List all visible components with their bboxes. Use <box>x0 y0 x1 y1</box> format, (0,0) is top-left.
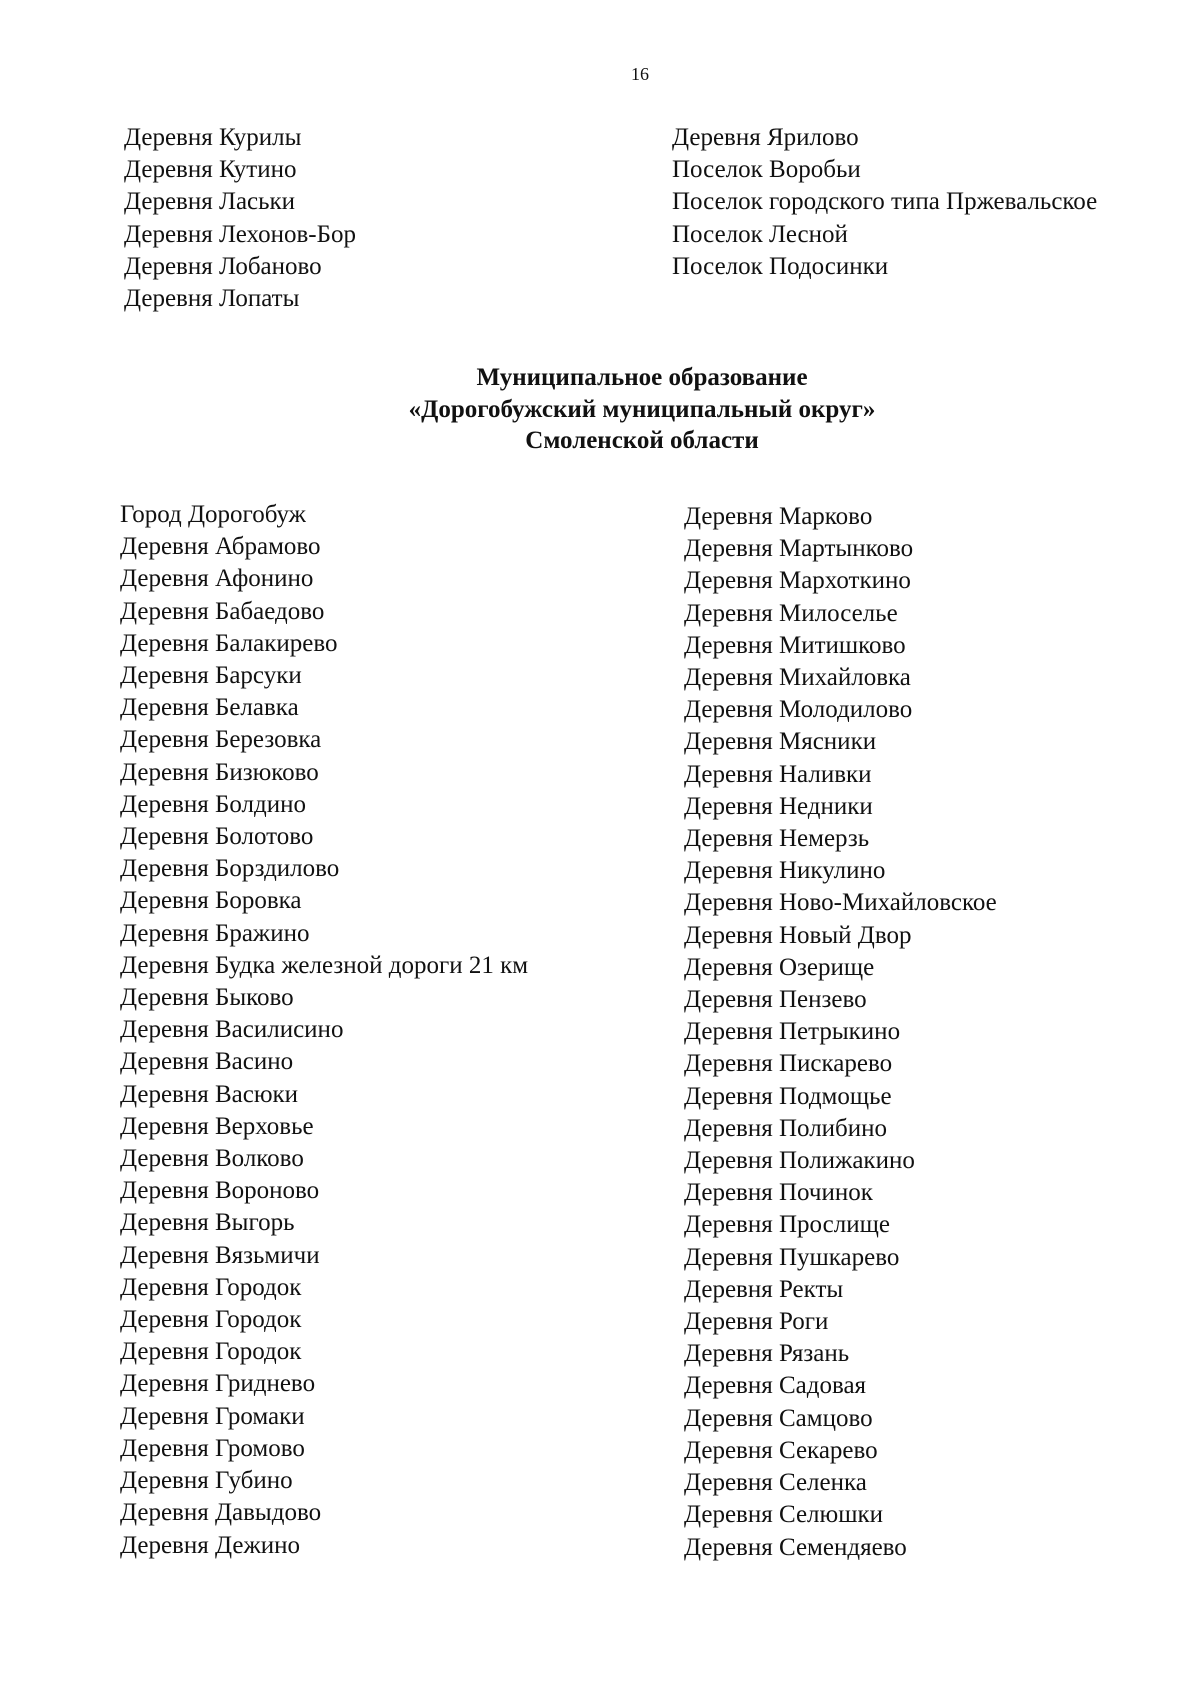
settlement-list-item: Деревня Березовка <box>120 726 322 754</box>
settlement-list-item: Деревня Давыдово <box>120 1499 322 1527</box>
settlement-list-item: Деревня Барсуки <box>120 662 302 690</box>
settlement-list-item: Деревня Полибино <box>684 1114 888 1142</box>
section-heading <box>332 362 952 457</box>
settlement-list-item: Деревня Милоселье <box>684 599 898 627</box>
settlement-list-item: Деревня Ректы <box>684 1275 844 1303</box>
settlement-list-item: Деревня Вороново <box>120 1177 320 1205</box>
settlement-list-item: Деревня Боровка <box>120 887 302 915</box>
settlement-list-item: Деревня Лехонов-Бор <box>124 220 356 248</box>
settlement-list-item: Деревня Абрамово <box>120 533 321 561</box>
section-right-settlement-list <box>684 501 997 1564</box>
settlement-list-item: Деревня Пушкарево <box>684 1243 900 1271</box>
settlement-list-item: Деревня Лопаты <box>124 285 300 313</box>
section-heading-line-1: Муниципальное образование <box>476 364 808 391</box>
settlement-list-item: Деревня Никулино <box>684 857 886 885</box>
settlement-list-item: Деревня Афонино <box>120 565 314 593</box>
settlement-list-item: Деревня Садовая <box>684 1372 867 1400</box>
settlement-list-item: Деревня Самцово <box>684 1404 873 1432</box>
settlement-list-item: Деревня Васюки <box>120 1080 299 1108</box>
settlement-list-item: Деревня Рязань <box>684 1340 850 1368</box>
settlement-list-item: Поселок городского типа Пржевальское <box>672 188 1098 216</box>
page-number: 16 <box>631 64 649 84</box>
settlement-list-item: Деревня Новый Двор <box>684 921 912 949</box>
settlement-list-item: Деревня Мартынково <box>684 535 914 563</box>
settlement-list-item: Деревня Болдино <box>120 790 306 818</box>
settlement-list-item: Деревня Подмощье <box>684 1082 892 1110</box>
settlement-list-item: Деревня Болотово <box>120 823 314 851</box>
settlement-list-item: Деревня Прослище <box>684 1211 890 1239</box>
settlement-list-item: Деревня Селенка <box>684 1469 867 1497</box>
settlement-list-item: Поселок Подосинки <box>672 252 889 280</box>
settlement-list-item: Деревня Кутино <box>124 156 297 184</box>
settlement-list-item: Деревня Будка железной дороги 21 км <box>120 951 529 979</box>
section-heading-line-3: Смоленской области <box>525 427 759 454</box>
top-right-settlement-list <box>672 122 1097 283</box>
settlement-list-item: Деревня Выгорь <box>120 1209 295 1237</box>
settlement-list-item: Деревня Белавка <box>120 694 299 722</box>
settlement-list-item: Деревня Немерзь <box>684 825 870 853</box>
settlement-list-item: Деревня Курилы <box>124 124 302 151</box>
settlement-list-item: Деревня Вязьмичи <box>120 1241 320 1269</box>
top-left-settlement-list <box>124 122 356 315</box>
settlement-list-item: Деревня Василисино <box>120 1016 344 1044</box>
settlement-list-item: Деревня Секарево <box>684 1436 878 1464</box>
settlement-list-item: Деревня Бизюково <box>120 758 319 786</box>
settlement-list-item: Деревня Громово <box>120 1434 305 1462</box>
settlement-list-item: Деревня Михайловка <box>684 664 911 692</box>
settlement-list-item: Деревня Марково <box>684 503 873 530</box>
settlement-list-item: Деревня Борздилово <box>120 855 340 883</box>
settlement-list-item: Деревня Наливки <box>684 760 872 788</box>
settlement-list-item: Деревня Бражино <box>120 919 310 947</box>
settlement-list-item: Деревня Губино <box>120 1467 293 1495</box>
settlement-list-item: Деревня Семендяево <box>684 1533 907 1561</box>
settlement-list-item: Деревня Озерище <box>684 953 875 981</box>
settlement-list-item: Деревня Мархоткино <box>684 567 911 595</box>
settlement-list-item: Деревня Городок <box>120 1273 302 1301</box>
settlement-list-item: Деревня Селюшки <box>684 1501 883 1529</box>
settlement-list-item: Деревня Мясники <box>684 728 877 756</box>
settlement-list-item: Деревня Городок <box>120 1306 302 1334</box>
settlement-list-item: Деревня Полижакино <box>684 1147 915 1175</box>
settlement-list-item: Деревня Быково <box>120 984 294 1012</box>
section-heading-line-2: «Дорогобужский муниципальный округ» <box>408 395 876 423</box>
settlement-list-item: Деревня Волково <box>120 1145 304 1173</box>
settlement-list-item: Деревня Лобаново <box>124 252 322 280</box>
settlement-list-item: Деревня Петрыкино <box>684 1018 901 1046</box>
settlement-list-item: Поселок Воробьи <box>672 156 861 184</box>
settlement-list-item: Деревня Балакирево <box>120 629 338 657</box>
settlement-list-item: Город Дорогобуж <box>120 501 306 528</box>
settlement-list-item: Деревня Роги <box>684 1308 829 1336</box>
settlement-list-item: Поселок Лесной <box>672 220 848 248</box>
settlement-list-item: Деревня Починок <box>684 1179 873 1207</box>
settlement-list-item: Деревня Гриднево <box>120 1370 316 1398</box>
settlement-list-item: Деревня Бабаедово <box>120 597 325 625</box>
settlement-list-item: Деревня Пензево <box>684 986 867 1014</box>
settlement-list-item: Деревня Митишково <box>684 631 906 659</box>
settlement-list-item: Деревня Громаки <box>120 1402 305 1430</box>
settlement-list-item: Деревня Недники <box>684 792 873 820</box>
settlement-list-item: Деревня Ново-Михайловское <box>684 889 997 917</box>
settlement-list-item: Деревня Пискарево <box>684 1050 893 1078</box>
settlement-list-item: Деревня Молодилово <box>684 696 913 724</box>
section-left-settlement-list <box>120 499 528 1562</box>
settlement-list-item: Деревня Васино <box>120 1048 294 1076</box>
settlement-list-item: Деревня Ласьки <box>124 188 296 216</box>
settlement-list-item: Деревня Ярилово <box>672 124 859 151</box>
settlement-list-item: Деревня Городок <box>120 1338 302 1366</box>
settlement-list-item: Деревня Верховье <box>120 1112 314 1140</box>
settlement-list-item: Деревня Дежино <box>120 1531 300 1559</box>
